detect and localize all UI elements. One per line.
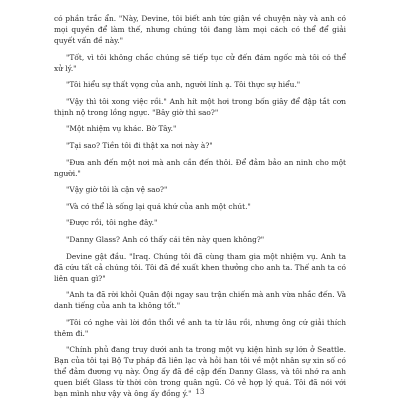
paragraph: Devine gật đầu. "Iraq. Chúng tôi đã cùng tham gia một nhiệm vụ. Anh ta đã cứu tất cả chúng tôi. Tôi đã đề xuất khen thưởng cho anh ta. Thế anh ta có liên quan gì?": [54, 251, 346, 283]
paragraph: "Vậy giờ tôi là cận vệ sao?": [66, 185, 168, 195]
paragraph: có phần trắc ẩn. "Này, Devine, tôi biết anh tức giận về chuyện này và anh có mọi quyền để làm thế, nhưng chúng tôi đang làm mọi cách có thể để giải quyết vấn đề này.": [54, 14, 346, 45]
paragraph: "Anh ta đã rời khỏi Quân đội ngay sau trận chiến mà anh vừa nhắc đến. Và danh tiếng của anh ta không tốt.": [54, 290, 346, 311]
paragraph: "Và có thể là sống lại quá khứ của anh một chút.": [66, 201, 251, 211]
paragraph: "Một nhiệm vụ khác. Bờ Tây.": [66, 124, 177, 134]
paragraph: "Tại sao? Tiền tôi đi thật xa nơi này à?": [66, 140, 213, 150]
paragraph: "Danny Glass? Anh có thấy cái tên này quen không?": [66, 234, 265, 244]
paragraph: "Tốt, vì tôi không chắc chúng sẽ tiếp tục cử đến đám ngốc mà tôi có thể xử lý.": [54, 52, 346, 73]
paragraph: "Được rồi, tôi nghe đây.": [66, 218, 158, 228]
paragraph: "Tôi có nghe vài lời đồn thổi về anh ta từ lâu rồi, nhưng ông cứ giải thích thêm đi.": [54, 317, 346, 338]
paragraph: "Đưa anh đến một nơi mà anh cần đến thôi. Để đảm bảo an ninh cho một người.": [54, 157, 346, 178]
paragraph: "Chính phủ đang truy dưới anh ta trong một vụ kiện hình sự lớn ở Seattle. Bạn của tôi tại Bộ Tư pháp đã liên lạc và hỏi han tôi về một nhân sự xin số có thể đảm đương vụ này. Ông ấy đã đề cập đến Danny Glass, và tôi nhớ ra anh quen biết Glass từ thời còn trong quân ngũ. Có vẻ hợp lý quá. Tôi đã nói với bạn mình như vậy và ông ấy đồng ý.": [54, 345, 346, 399]
paragraph: "Tôi hiểu sự thất vọng của anh, người lính ạ. Tôi thực sự hiểu.": [66, 80, 301, 90]
paragraph: "Vậy thì tôi xong việc rồi." Anh hít một hơi trong bốn giây để đập tắt cơn thịnh nộ trong lồng ngực. "Bây giờ thì sao?": [54, 96, 346, 117]
page-number: 13: [195, 388, 205, 396]
